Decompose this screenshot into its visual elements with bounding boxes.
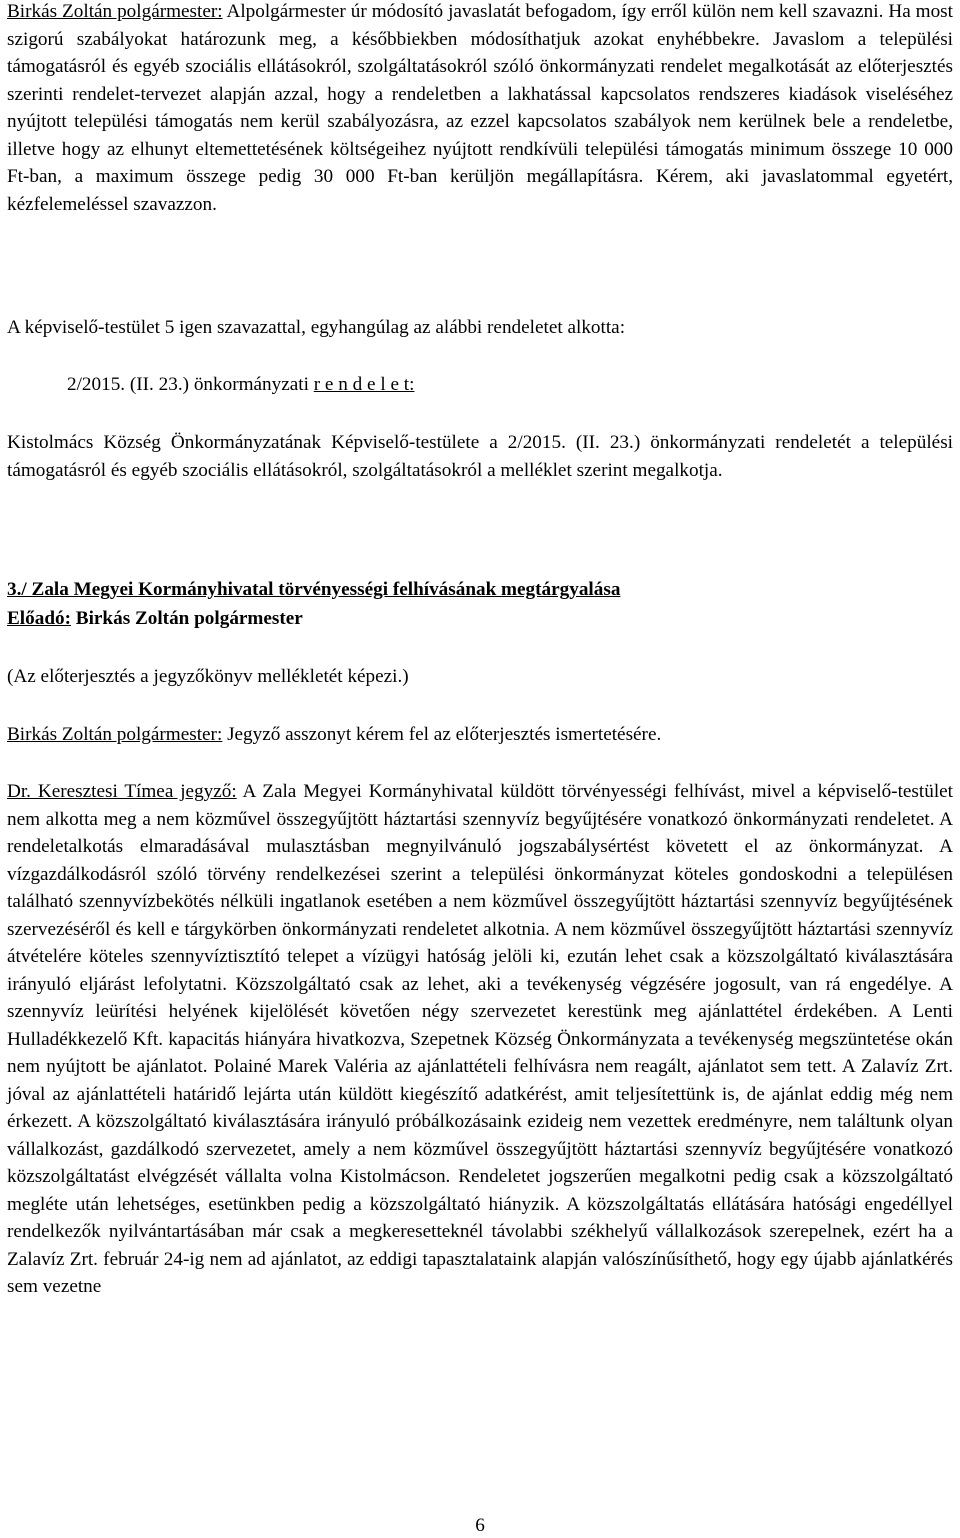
paragraph-mayor-statement: [7, 0, 953, 218]
decree-number: 2/2015. (II. 23.) önkormányzati: [67, 374, 314, 395]
agenda-item-title: 3./ Zala Megyei Kormányhivatal törvényességi felhívásának megtárgyalása: [7, 579, 621, 600]
presenter-label: Előadó:: [7, 608, 71, 629]
decree-label: r e n d e l e t:: [313, 374, 415, 395]
attachment-note: (Az előterjesztés a jegyzőkönyv mellékletét képezi.): [7, 666, 409, 687]
paragraph-text: Jegyző asszonyt kérem fel az előterjesztés ismertetésére.: [222, 724, 662, 745]
paragraph-mayor-request: [7, 721, 953, 749]
speaker-label: Birkás Zoltán polgármester:: [7, 1, 223, 22]
decree-heading: [67, 371, 953, 399]
paragraph-notary-statement: [7, 778, 953, 1301]
vote-result: A képviselő-testület 5 igen szavazattal, egyhangúlag az alábbi rendeletet alkotta:: [7, 317, 626, 338]
decree-text: Kistolmács Község Önkormányzatának Képviselő-testülete a 2/2015. (II. 23.) önkormányzati rendeletét a települési támogatásról és egyéb szociális ellátásokról, szolgáltatásokról a melléklet szerint megalkotja.: [7, 432, 953, 481]
paragraph-text: Alpolgármester úr módosító javaslatát befogadom, így erről külön nem kell szavazni. Ha most szigorú szabályokat határozunk meg, a későbbiekben módosíthatjuk azokat enyhébbekre. Javaslom a települési támogatásról és egyéb szociális ellátásokról, szolgáltatásokról szóló önkormányzati rendelet megalkotását az előterjesztés szerinti rendelet-tervezet alapján azzal, hogy a rendeletben a lakhatással kapcsolatos rendszeres kiadások viseléséhez nyújtott települési támogatás nem kerül szabályozásra, az ezzel kapcsolatos szabályok nem kerülnek bele a rendeletbe, illetve hogy az elhunyt eltemettetésének költségeihez nyújtott rendkívüli települési támogatás minimum összege 10 000 Ft-ban, a maximum összege pedig 30 000 Ft-ban kerüljön megállapításra. Kérem, aki javaslatommal egyetért, kézfelemeléssel szavazzon.: [7, 1, 953, 215]
speaker-label: Birkás Zoltán polgármester:: [7, 724, 223, 745]
paragraph-text: A Zala Megyei Kormányhivatal küldött törvényességi felhívást, mivel a képviselő-testület nem alkotta meg a nem közművel összegyűjtött háztartási szennyvíz begyűjtésére vonatkozó önkormányzati rendeletet. A rendeletalkotás elmaradásával mulasztásban megnyilvánuló jogszabálysértést követett el az önkormányzat. A vízgazdálkodásról szóló törvény rendelkezései szerint a települési önkormányzat köteles gondoskodni a településen található szennyvízbekötés nélküli ingatlanok esetében a nem közművel összegyűjtött háztartási szennyvíz begyűjtésének szervezéséről és kell e tárgykörben önkormányzati rendeletet alkotnia. A nem közművel összegyűjtött háztartási szennyvíz átvételére köteles szennyvíztisztító telepet a vízügyi hatóság jelöli ki, ezután lehet csak a közszolgáltató kiválasztására irányuló eljárást lefolytatni. Közszolgáltató csak az lehet, aki a tevékenység végzésére jogosult, van rá engedélye. A szennyvíz leürítési helyének kijelölését követően négy szervezetet kerestünk meg ajánlattétel érdekében. A Lenti Hulladékkezelő Kft. kapacitás hiányára hivatkozva, Szepetnek Község Önkormányzata a tevékenység megszüntetése okán nem nyújtott be ajánlatot. Polainé Marek Valéria az ajánlattételi felhívásra nem reagált, ajánlatot sem tett. A Zalavíz Zrt. jóval az ajánlattételi határidő lejárta után küldött kiegészítő adatkérést, amit teljesítettünk is, de ajánlat eddig még nem érkezett. A közszolgáltató kiválasztására irányuló próbálkozásaink ezideig nem vezettek eredményre, nem találtunk olyan vállalkozást, gazdálkodó szervezetet, amely a nem közművel összegyűjtött háztartási szennyvíz begyűjtésére vonatkozó közszolgáltatást elvégzését vállalta volna Kistolmácson. Rendeletet jogszerűen megalkotni pedig csak a közszolgáltató megléte után lehetséges, esetünkben pedig a közszolgáltató hiányzik. A közszolgáltatás ellátására hatósági engedéllyel rendelkezők nyilvántartásában már csak a megkeresetteknél távolabbi székhelyű vállalkozások szerepelnek, ezért ha a Zalavíz Zrt. február 24-ig nem ad ajánlatot, az eddigi tapasztalataink alapján valószínűsíthető, hogy egy újabb ajánlatkérés sem vezetne: [7, 781, 953, 1297]
speaker-label: Dr. Keresztesi Tímea jegyző:: [7, 781, 237, 802]
agenda-presenter: [7, 605, 953, 633]
presenter-name: Birkás Zoltán polgármester: [70, 608, 303, 629]
page-number: 6: [475, 1515, 485, 1536]
